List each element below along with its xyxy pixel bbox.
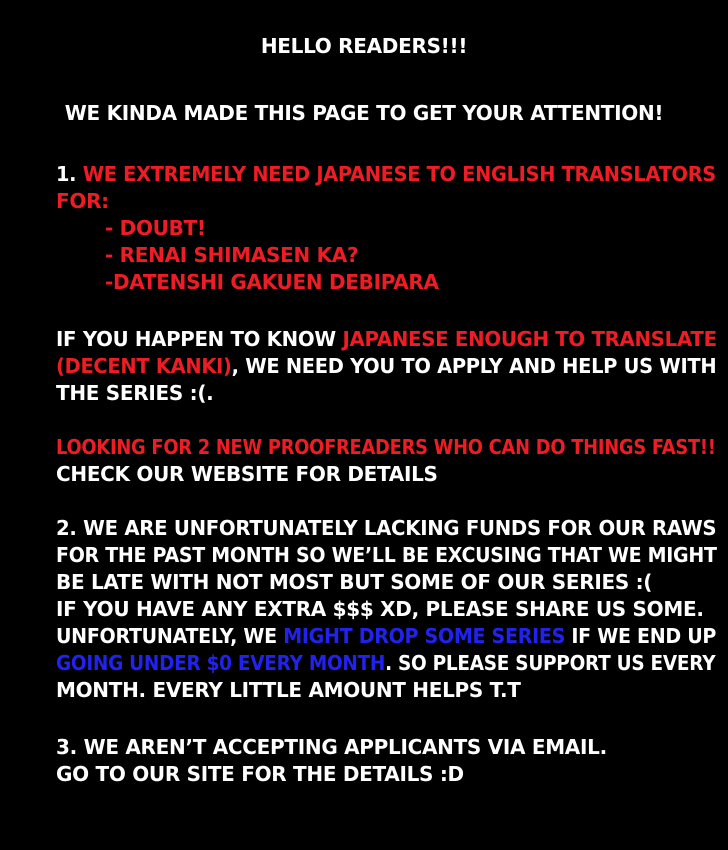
funds-line-5: [56, 623, 716, 650]
funds-line-6: [56, 650, 715, 677]
applicants-line-1: 3. WE AREN’T ACCEPTING APPLICANTS VIA EMAIL.: [56, 735, 607, 759]
drop-series-warning: MIGHT DROP SOME SERIES: [283, 624, 566, 648]
apply-pre-text: IF YOU HAPPEN TO KNOW: [56, 327, 343, 351]
funds-line-7: MONTH. EVERY LITTLE AMOUNT HELPS T.T: [56, 678, 521, 702]
apply-line-1: [56, 326, 717, 353]
funds-line-4: IF YOU HAVE ANY EXTRA $$$ XD, PLEASE SHARE US SOME.: [56, 597, 704, 621]
series-item-renai: - RENAI SHIMASEN KA?: [105, 243, 359, 267]
check-website-line: CHECK OUR WEBSITE FOR DETAILS: [56, 462, 438, 486]
intro-line: [0, 100, 728, 127]
translator-request-cont: FOR:: [56, 189, 109, 213]
funds-line-1: 2. WE ARE UNFORTUNATELY LACKING FUNDS FOR OUR RAWS: [56, 516, 717, 540]
applicants-line-2: GO TO OUR SITE FOR THE DETAILS :D: [56, 762, 464, 786]
funds-line-5-pre: UNFORTUNATELY, WE: [56, 624, 284, 648]
title-text: HELLO READERS!!!: [260, 34, 468, 58]
funds-line-6-post: . SO PLEASE SUPPORT US EVERY: [385, 651, 716, 675]
under-zero-warning: GOING UNDER $0 EVERY MONTH: [56, 651, 386, 675]
translator-request-text: WE EXTREMELY NEED JAPANESE TO ENGLISH TRANSLATORS: [82, 162, 716, 186]
apply-highlight-1: JAPANESE ENOUGH TO TRANSLATE: [342, 327, 717, 351]
proofreaders-line: LOOKING FOR 2 NEW PROOFREADERS WHO CAN DO THINGS FAST!!: [56, 435, 716, 459]
apply-line-3: THE SERIES :(.: [56, 381, 214, 405]
funds-line-2: FOR THE PAST MONTH SO WE’LL BE EXCUSING THAT WE MIGHT: [56, 543, 717, 567]
apply-line-2: [56, 353, 716, 380]
apply-post-text: , WE NEED YOU TO APPLY AND HELP US WITH: [231, 354, 717, 378]
section1-number: 1.: [56, 162, 77, 186]
funds-line-5-post: IF WE END UP: [565, 624, 717, 648]
series-item-doubt: - DOUBT!: [105, 216, 206, 240]
intro-text: WE KINDA MADE THIS PAGE TO GET YOUR ATTENTION!: [64, 101, 664, 125]
page-title: [0, 33, 728, 60]
funds-line-3: BE LATE WITH NOT MOST BUT SOME OF OUR SERIES :(: [56, 570, 653, 594]
translator-request-line: [56, 161, 716, 188]
series-item-datenshi: -DATENSHI GAKUEN DEBIPARA: [105, 270, 439, 294]
apply-highlight-2: (DECENT KANKI): [56, 354, 232, 378]
